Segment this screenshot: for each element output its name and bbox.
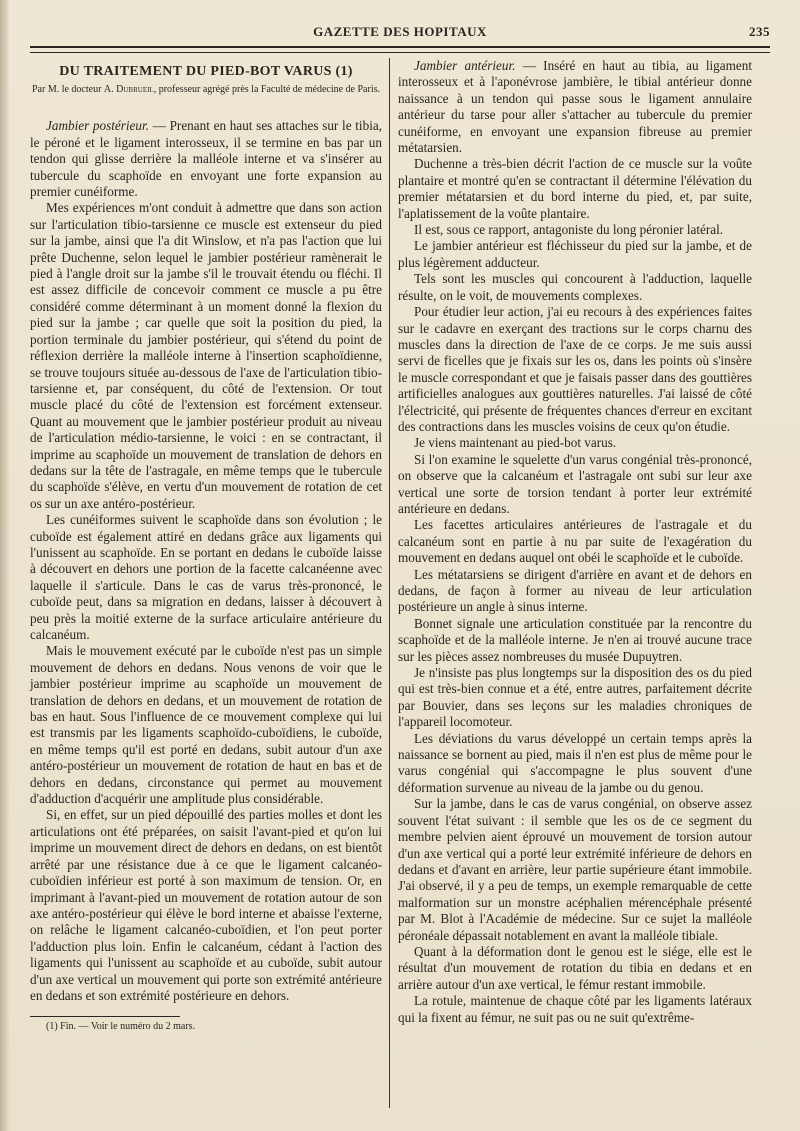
left-column [30,58,382,1033]
binding-spine [0,0,10,1131]
byline-suffix: , professeur agrégé près la Faculté de médecine de Paris. [153,84,380,96]
paragraph [398,567,752,616]
paragraph [398,271,752,304]
paragraph [398,731,752,797]
paragraph-text: Duchenne a très-bien décrit l'action de ce muscle sur la voûte plantaire et montré qu'en se contractant il détermine l'élévation du premier métatarsien et du bord interne du pied, et, par suite, l'aplatissement de la voûte plantaire. [398,156,752,221]
paragraph-text: Tels sont les muscles qui concourent à l'adduction, laquelle résulte, on le voit, de mouvements complexes. [398,271,752,303]
paragraph [398,222,752,238]
paragraph [398,993,752,1026]
paragraph-text: Les déviations du varus développé un certain temps après la naissance se bornent au pied, mais il n'en est plus de même pour le varus congénial qui s'accompagne le plus souvent d'une déformation survenue au niveau de la jambe ou du genou. [398,730,752,795]
footnote-rule [30,1016,180,1017]
paragraph-text: Je n'insiste pas plus longtemps sur la disposition des os du pied qui est très-bien connue et a été, entre autres, parfaitement décrite par Bouvier, dans ses leçons sur les maladies chroniques de l'appareil locomoteur. [398,665,752,730]
page-header [30,22,770,44]
paragraph-text: Le jambier antérieur est fléchisseur du pied sur la jambe, et de plus légèrement adducteur. [398,238,752,270]
paragraph-text: La rotule, maintenue de chaque côté par les ligaments latéraux qui la fixent au fémur, ne suit pas ou ne suit qu'extrême- [398,993,752,1025]
paragraph-text: Les cunéiformes suivent le scaphoïde dans son évolution ; le cuboïde est également attiré en dedans grâce aux ligaments qui l'unissent au scaphoïde. En se portant en dedans le cuboïde laisse à découvert en dehors une portion de la facette calcanéenne avec laquelle il s'articule. Dans le cas de varus très-prononcé, le cuboïde peut, dans sa migration en dedans, laisser à découvert à peu près la moitié externe de la surface articulaire antérieure du calcanéum. [30,512,382,642]
right-paragraphs [398,58,752,1026]
paragraph [30,200,382,512]
paragraph [30,807,382,1004]
paragraph [30,118,382,200]
paragraph-text: Si l'on examine le squelette d'un varus congénial très-prononcé, on observe que la calcanéum et l'astragale ont subi sur leur axe vertical une sorte de torsion tendant à porter leur extrémité antérieure en dedans. [398,451,752,516]
paragraph-text: Il est, sous ce rapport, antagoniste du long péronier latéral. [414,222,724,238]
left-paragraphs [30,118,382,1004]
paragraph [398,616,752,665]
paragraph-text: Sur la jambe, dans le cas de varus congénial, on observe assez souvent l'état suivant : il semble que les os de ce segment du membre pelvien aient éprouvé un mouvement de torsion autour d'un axe vertical qui a porté leur extrémité inférieure de dehors en dedans et d'avant en arrière, leur partie supérieure étant immobile. J'ai observé, il y a peu de temps, un exemple remarquable de cette malformation sur un monstre acéphalien mérencéphale présenté par M. Blot à l'Académie de médecine. Sur ce sujet la malléole péronéale dépassait notablement en avant la malléole tibiale. [398,796,752,943]
column-divider [389,58,390,1108]
paragraph-text: Les métatarsiens se dirigent d'arrière en avant et de dehors en dedans, de façon à former au niveau de leur articulation postérieure un angle à sinus interne. [398,566,752,615]
paragraph-text: Je viens maintenant au pied-bot varus. [414,435,617,451]
right-column [398,58,752,1026]
paragraph-text: Quant à la déformation dont le genou est le siége, elle est le résultat d'un mouvement de rotation du tibia en dedans et en arrière autour d'un axe vertical, le fémur restant immobile. [398,943,752,992]
article-title: DU TRAITEMENT DU PIED-BOT VARUS (1) [59,64,353,79]
running-title: GAZETTE DES HOPITAUX [313,24,487,39]
byline-author: A. Dubrueil [103,84,154,96]
paragraph [398,796,752,944]
paragraph [398,156,752,222]
paragraph-text: Les facettes articulaires antérieures de l'astragale et du calcanéum sont en partie à nu par suite de l'exagération du mouvement en dedans auquel ont obéi le scaphoïde et le cuboïde. [398,517,752,566]
byline-prefix: Par M. le docteur [31,84,104,96]
paragraph-lead-term: Jambier postérieur. [46,118,149,134]
paragraph [398,304,752,435]
paragraph [398,517,752,566]
paragraph-text: Si, en effet, sur un pied dépouillé des parties molles et dont les articulations ont été préparées, on saisit l'avant-pied et qu'on lui imprime un mouvement direct de dehors en dedans, on est bientôt arrêté par une résistance due à ce que le ligament calcanéo-cuboïdien inférieur est porté à son maximum de tension. Or, en imprimant à l'avant-pied un mouvement de rotation autour de son axe antéro-postérieur qui élève le bord interne et abaisse l'externe, on relâche le ligament calcanéo-cuboïdien, et l'on peut porter l'adduction plus loin. Enfin le calcanéum, cédant à l'action des ligaments qui l'unissent au scaphoïde et au cuboïde, subit autour d'un axe vertical un mouvement qui porte son extrémité antérieure en dedans et son extrémité postérieure en dehors. [30,807,382,1003]
paragraph-text: Mais le mouvement exécuté par le cuboïde n'est pas un simple mouvement de dehors en dedans. Nous venons de voir que le jambier postérieur imprime au scaphoïde un mouvement de translation de dehors en dedans, et un mouvement de rotation de bas en haut. Sous l'influence de ce mouvement complexe qui lui est transmis par les ligaments scaphoïdo-cuboïdiens, le cuboïde, en même temps qu'il est porté en dedans, subit autour d'un axe antéro-postérieur un mouvement de rotation de haut en bas et de dehors en dedans, circonstance qui permet au mouvement d'adduction d'acquérir une amplitude plus considérable. [30,643,382,807]
paragraph [398,665,752,731]
paragraph [30,512,382,643]
paragraph-text: — Prenant en haut ses attaches sur le tibia, le péroné et le ligament interosseux, il se termine en bas par un tendon qui glisse derrière la malléole interne et va s'insérer au tubercule du scaphoïde en envoyant une forte expansion au premier cunéiforme. [30,118,383,200]
paragraph-text: Mes expériences m'ont conduit à admettre que dans son action sur l'articulation tibio-tarsienne ce muscle est extenseur du pied sur la jambe, ainsi que l'a dit Winslow, et n'a pas l'action que lui prête Duchenne, selon lequel le jambier postérieur ramènerait le pied à l'angle droit sur la jambe s'il le trouvait étendu ou fléchi. Il est assez difficile de concevoir comment ce muscle a pu être considéré comme déterminant à un moment donné la flexion du pied sur la jambe ; car quelle que soit la position du pied, la portion terminale du jambier postérieur, qui s'étend du point de réflexion derrière la malléole interne à l'insertion scaphoïdienne, se trouve toujours située au-dessous de l'axe de l'articulation tibio-tarsienne et, par conséquent, du côté de l'extension. Or tout muscle placé du côté de l'extension est forcément extenseur. Quant au mouvement que le jambier postérieur produit au niveau de l'articulation médio-tarsienne, le voici : en se contractant, il imprime au scaphoïde un mouvement de translation de dehors en dedans sur la tête de l'astragale, en même temps que le tubercule du scaphoïde s'élève, en vertu d'un mouvement de rotation de cet os sur un axe antéro-postérieur. [30,200,382,511]
footnote: (1) Fin. — Voir le numéro du 2 mars. [46,1021,196,1033]
paragraph [398,435,752,451]
paragraph [398,944,752,993]
header-rule [30,46,770,53]
paragraph [30,643,382,807]
paragraph [398,58,752,156]
byline [30,84,382,96]
paragraph-text: Bonnet signale une articulation constituée par la rencontre du scaphoïde et de la malléole interne. Je n'en ai trouvé aucune trace sur les pièces assez nombreuses du musée Dupuytren. [398,615,752,664]
paragraph-text: — Inséré en haut au tibia, au ligament interosseux et à l'aponévrose jambière, le tibial antérieur donne naissance à un tendon qui passe sous le ligament annulaire antérieur du tarse pour aller s'attacher au tubercule du premier cunéiforme, en envoyant une expansion fibreuse au premier métatarsien. [398,58,752,156]
paragraph-lead-term: Jambier antérieur. [414,58,516,73]
page-number: 235 [749,24,770,39]
paragraph [398,238,752,271]
paragraph [398,452,752,518]
paragraph-text: Pour étudier leur action, j'ai eu recours à des expériences faites sur le cadavre en exerçant des tractions sur le corps charnu des muscles dans la direction de l'axe de ce corps. Je me suis aussi servi de ficelles que je fixais sur les os, dans les points où s'insère le muscle correspondant et que je faisais passer dans des gouttières artificielles analogues aux gouttières naturelles. J'ai laissé de côté l'électricité, qui présente de fréquentes chances d'erreur en excitant des contractions dans les muscles voisins de ceux qu'on étudie. [398,304,752,434]
